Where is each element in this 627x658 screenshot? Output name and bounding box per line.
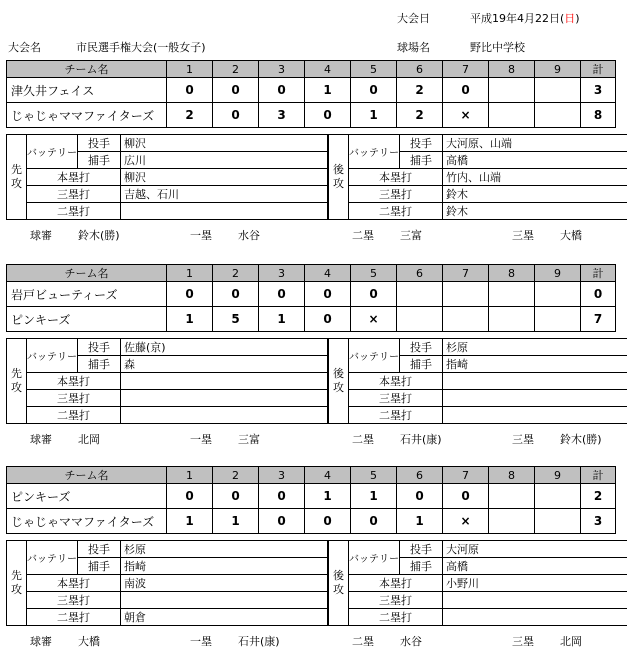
inning-score [397,307,443,332]
home-run-names: 南波 [121,575,328,592]
catcher-label: 捕手 [400,152,443,169]
inning-header: 1 [167,467,213,484]
battery-label: バッテリー [349,541,400,575]
catcher-label: 捕手 [78,558,121,575]
team-name: ピンキーズ [7,484,167,509]
triple-label: 三塁打 [27,592,121,609]
triple-names: 鈴木 [443,186,627,203]
inning-score: 2 [397,78,443,103]
attack-order-label: 先 攻 [7,135,27,220]
date-label: 大会日 [397,12,430,25]
triple-names [443,390,627,407]
inning-score [397,282,443,307]
inning-score: 0 [259,509,305,534]
home-run-names: 竹内、山端 [443,169,627,186]
inning-score: 0 [305,282,351,307]
team-score-row [7,307,616,332]
second-attack-players [328,540,627,626]
total-header: 計 [581,467,616,484]
inning-score [443,307,489,332]
catcher-name: 高橋 [443,558,627,575]
scoreboard [6,264,616,332]
inning-score: × [351,307,397,332]
inning-score [489,103,535,128]
inning-score: 1 [167,509,213,534]
event-name: 市民選手権大会(一般女子) [76,41,206,54]
home-run-names: 柳沢 [121,169,328,186]
inning-header: 3 [259,61,305,78]
double-label: 二塁打 [349,609,443,626]
double-names: 鈴木 [443,203,627,220]
pitcher-label: 投手 [400,541,443,558]
inning-header: 2 [213,265,259,282]
inning-score: 0 [213,484,259,509]
home-run-names [443,373,627,390]
double-label: 二塁打 [27,203,121,220]
inning-score: 0 [167,78,213,103]
umpire-label: 球審 [30,635,52,648]
inning-score: 1 [305,78,351,103]
total-score: 8 [581,103,616,128]
inning-score: 1 [351,103,397,128]
inning-score [535,282,581,307]
first-base-label: 一塁 [190,433,212,446]
inning-score: 0 [397,484,443,509]
inning-score: 0 [167,282,213,307]
double-names [121,407,328,424]
event-label: 大会名 [8,41,41,54]
inning-header: 5 [351,467,397,484]
team-score-row [7,282,616,307]
umpire-label: 球審 [30,433,52,446]
team-name: じゃじゃママファイターズ [7,509,167,534]
inning-header: 6 [397,61,443,78]
inning-score: 0 [305,103,351,128]
second-attack-players [328,338,627,424]
inning-header: 6 [397,467,443,484]
inning-header: 2 [213,61,259,78]
inning-score: 1 [397,509,443,534]
home-run-label: 本塁打 [349,575,443,592]
home-run-label: 本塁打 [27,373,121,390]
inning-header: 4 [305,467,351,484]
inning-score: 0 [259,78,305,103]
total-score: 3 [581,509,616,534]
triple-names [121,390,328,407]
second-attack-players [328,134,627,220]
inning-score [489,282,535,307]
inning-header: 3 [259,265,305,282]
pitcher-name: 柳沢 [121,135,328,152]
scoreboard-header [7,265,616,282]
inning-header: 7 [443,61,489,78]
triple-names [443,592,627,609]
inning-score [535,509,581,534]
inning-header: 8 [489,265,535,282]
inning-header: 4 [305,265,351,282]
catcher-name: 指崎 [121,558,328,575]
catcher-name: 指崎 [443,356,627,373]
battery-label: バッテリー [27,339,78,373]
triple-names [121,592,328,609]
venue-label: 球場名 [397,41,430,54]
triple-label: 三塁打 [27,390,121,407]
inning-score: 0 [213,282,259,307]
triple-label: 三塁打 [27,186,121,203]
attack-order-label: 先 攻 [7,541,27,626]
team-name: 津久井フェイス [7,78,167,103]
team-score-row [7,103,616,128]
inning-header: 5 [351,61,397,78]
inning-header: 2 [213,467,259,484]
total-score: 0 [581,282,616,307]
first-base-label: 一塁 [190,635,212,648]
first-base-umpire-name: 三富 [238,433,260,446]
attack-order-label: 後 攻 [329,541,349,626]
inning-score: 1 [305,484,351,509]
double-label: 二塁打 [349,407,443,424]
team-name: ピンキーズ [7,307,167,332]
inning-score: 1 [259,307,305,332]
plate-umpire-name: 大橋 [78,635,100,648]
pitcher-name: 大河原、山端 [443,135,627,152]
inning-score [489,78,535,103]
first-attack-players [6,134,328,220]
double-names [121,203,328,220]
triple-names: 吉越、石川 [121,186,328,203]
inning-header: 7 [443,265,489,282]
inning-header: 9 [535,467,581,484]
pitcher-name: 杉原 [121,541,328,558]
double-names [443,609,627,626]
umpire-label: 球審 [30,229,52,242]
scoreboard-header [7,61,616,78]
third-base-umpire-name: 大橋 [560,229,582,242]
double-names [443,407,627,424]
total-header: 計 [581,61,616,78]
catcher-name: 森 [121,356,328,373]
inning-score: 0 [259,484,305,509]
catcher-name: 高橋 [443,152,627,169]
inning-score [489,484,535,509]
inning-score: 1 [167,307,213,332]
inning-score: 0 [213,78,259,103]
total-score: 2 [581,484,616,509]
pitcher-label: 投手 [78,135,121,152]
first-base-umpire-name: 水谷 [238,229,260,242]
battery-label: バッテリー [27,541,78,575]
inning-score [443,282,489,307]
inning-score: 0 [443,78,489,103]
inning-score: 1 [351,484,397,509]
second-base-label: 二塁 [352,433,374,446]
first-base-umpire-name: 石井(康) [238,635,280,648]
inning-score: 2 [167,103,213,128]
inning-score [535,78,581,103]
team-name: 岩戸ビューティーズ [7,282,167,307]
total-header: 計 [581,265,616,282]
pitcher-label: 投手 [78,541,121,558]
inning-score: 0 [213,103,259,128]
second-base-label: 二塁 [352,635,374,648]
second-base-umpire-name: 石井(康) [400,433,442,446]
inning-score: 0 [351,509,397,534]
inning-score [489,509,535,534]
inning-score: 2 [397,103,443,128]
catcher-label: 捕手 [78,152,121,169]
triple-label: 三塁打 [349,390,443,407]
inning-header: 6 [397,265,443,282]
inning-header: 1 [167,265,213,282]
scoreboard [6,60,616,128]
team-name: じゃじゃママファイターズ [7,103,167,128]
day-of-week: 日 [564,12,576,25]
inning-score [535,103,581,128]
third-base-umpire-name: 北岡 [560,635,582,648]
third-base-label: 三塁 [512,229,534,242]
inning-score: 0 [351,282,397,307]
pitcher-label: 投手 [400,339,443,356]
double-label: 二塁打 [27,407,121,424]
battery-label: バッテリー [27,135,78,169]
team-column-header: チーム名 [7,61,167,78]
inning-score: 0 [305,307,351,332]
inning-score [489,307,535,332]
inning-score [535,307,581,332]
inning-header: 8 [489,61,535,78]
triple-label: 三塁打 [349,592,443,609]
inning-score [535,484,581,509]
inning-header: 5 [351,265,397,282]
second-base-label: 二塁 [352,229,374,242]
home-run-names: 小野川 [443,575,627,592]
attack-order-label: 先 攻 [7,339,27,424]
inning-score: 1 [213,509,259,534]
team-column-header: チーム名 [7,467,167,484]
inning-score: 0 [259,282,305,307]
inning-header: 9 [535,265,581,282]
second-base-umpire-name: 三富 [400,229,422,242]
plate-umpire-name: 鈴木(勝) [78,229,120,242]
date-value: 平成19年4月22日(日) [470,12,580,25]
catcher-label: 捕手 [400,558,443,575]
inning-score: 3 [259,103,305,128]
scoreboard [6,466,616,534]
inning-score: 0 [167,484,213,509]
inning-header: 7 [443,467,489,484]
inning-header: 8 [489,467,535,484]
home-run-names [121,373,328,390]
inning-score: × [443,103,489,128]
inning-header: 4 [305,61,351,78]
total-score: 7 [581,307,616,332]
first-attack-players [6,338,328,424]
double-names: 朝倉 [121,609,328,626]
inning-header: 1 [167,61,213,78]
catcher-label: 捕手 [78,356,121,373]
pitcher-label: 投手 [78,339,121,356]
attack-order-label: 後 攻 [329,339,349,424]
total-score: 3 [581,78,616,103]
inning-header: 9 [535,61,581,78]
inning-score: 5 [213,307,259,332]
catcher-label: 捕手 [400,356,443,373]
attack-order-label: 後 攻 [329,135,349,220]
team-column-header: チーム名 [7,265,167,282]
team-score-row [7,484,616,509]
third-base-umpire-name: 鈴木(勝) [560,433,602,446]
pitcher-name: 杉原 [443,339,627,356]
inning-score: 0 [305,509,351,534]
pitcher-label: 投手 [400,135,443,152]
home-run-label: 本塁打 [27,169,121,186]
double-label: 二塁打 [349,203,443,220]
home-run-label: 本塁打 [349,373,443,390]
double-label: 二塁打 [27,609,121,626]
scoreboard-header [7,467,616,484]
triple-label: 三塁打 [349,186,443,203]
pitcher-name: 大河原 [443,541,627,558]
team-score-row [7,509,616,534]
first-attack-players [6,540,328,626]
second-base-umpire-name: 水谷 [400,635,422,648]
venue-name: 野比中学校 [470,41,525,54]
pitcher-name: 佐藤(京) [121,339,328,356]
catcher-name: 広川 [121,152,328,169]
plate-umpire-name: 北岡 [78,433,100,446]
home-run-label: 本塁打 [27,575,121,592]
home-run-label: 本塁打 [349,169,443,186]
inning-score: 0 [351,78,397,103]
third-base-label: 三塁 [512,433,534,446]
inning-score: × [443,509,489,534]
inning-score: 0 [443,484,489,509]
team-score-row [7,78,616,103]
battery-label: バッテリー [349,339,400,373]
first-base-label: 一塁 [190,229,212,242]
battery-label: バッテリー [349,135,400,169]
inning-header: 3 [259,467,305,484]
third-base-label: 三塁 [512,635,534,648]
